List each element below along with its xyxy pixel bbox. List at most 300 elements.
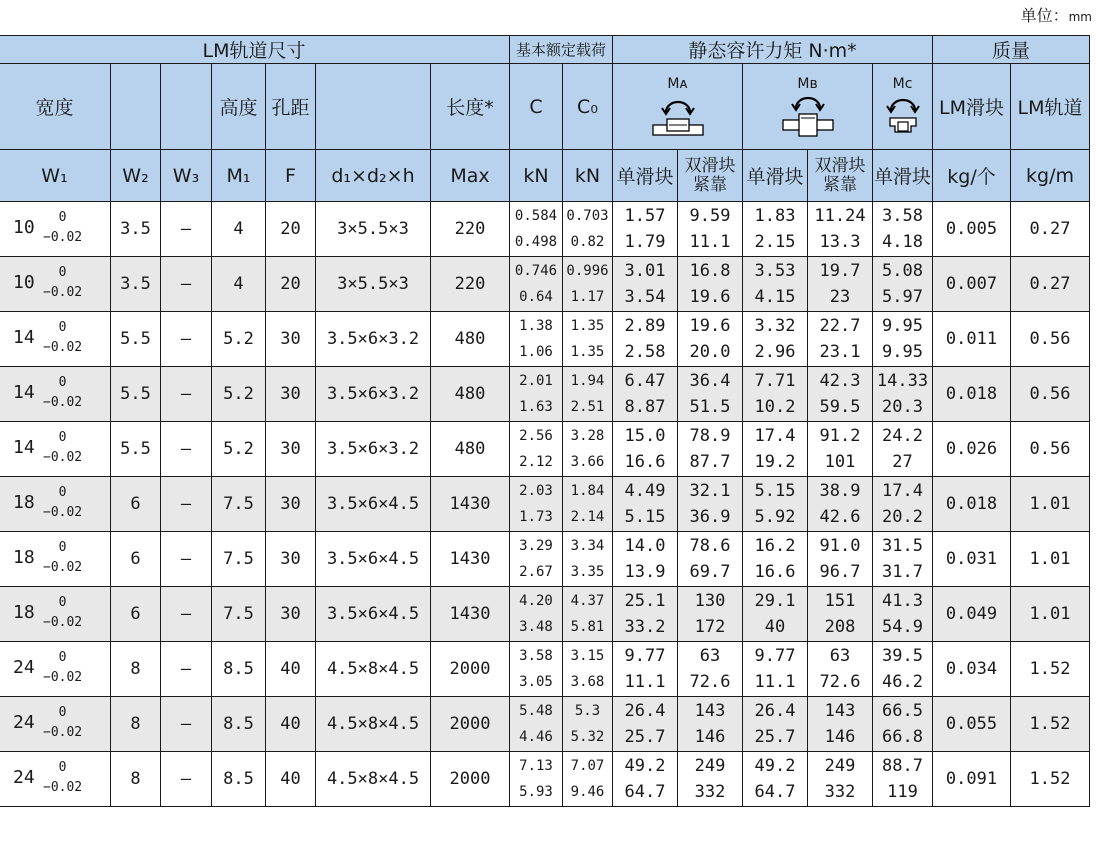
cell-c [510, 477, 563, 532]
mc-label: Mᴄ [892, 75, 913, 92]
value-ma-double-alt: 36.9 [689, 507, 731, 527]
cell-mc [873, 532, 933, 587]
value-c-single: 4.20 [519, 593, 553, 609]
tolerance-lower: −0.02 [43, 340, 83, 355]
value-mc-alt: 20.3 [882, 397, 923, 417]
value-mc-alt: 20.2 [882, 507, 923, 527]
cell-m1: 7.5 [212, 477, 266, 532]
value-c0-single: 1.84 [570, 483, 605, 499]
cell-mb-single [743, 752, 808, 807]
cell-mc [873, 312, 933, 367]
cell-block: 0.018 [933, 477, 1011, 532]
header-w1: W₁ [0, 150, 111, 202]
cell-w3: — [161, 367, 212, 422]
cell-ma-single [613, 202, 678, 257]
cell-width [0, 202, 111, 257]
cell-mc [873, 642, 933, 697]
cell-mc [873, 257, 933, 312]
value-c-single: 1.38 [519, 318, 553, 334]
cell-dims: 3.5×6×4.5 [316, 587, 431, 642]
value-mb-single-single: 9.77 [754, 646, 796, 666]
value-mb-double-single: 19.7 [819, 261, 861, 281]
cell-m1: 5.2 [212, 422, 266, 477]
cell-w2: 6 [111, 532, 161, 587]
value-ma-double-single: 9.59 [689, 206, 731, 226]
cell-w2: 5.5 [111, 422, 161, 477]
tolerance-lower: −0.02 [43, 395, 83, 410]
cell-w2: 8 [111, 697, 161, 752]
value-c-alt: 1.63 [519, 399, 553, 415]
value-mc-alt: 27 [892, 452, 913, 472]
header-lm-rail: LM轨道 [1011, 64, 1090, 150]
width-value: 24 [13, 712, 35, 733]
value-mb-single-single: 1.83 [754, 206, 796, 226]
cell-mb-double [808, 752, 873, 807]
header-ma-double: 双滑块紧靠 [678, 150, 743, 202]
value-ma-double-alt: 11.1 [689, 232, 731, 252]
rolling-moment-icon [881, 92, 925, 138]
value-mc-single: 24.2 [882, 426, 923, 446]
value-c0-alt: 3.66 [570, 454, 605, 470]
cell-block: 0.055 [933, 697, 1011, 752]
value-mc-alt: 119 [887, 782, 918, 802]
value-mb-single-alt: 2.15 [754, 232, 796, 252]
table-row [0, 367, 1090, 422]
value-ma-single-single: 1.57 [624, 206, 666, 226]
value-c0-alt: 2.51 [570, 399, 605, 415]
tolerance-lower: −0.02 [43, 670, 83, 685]
value-c-single: 2.03 [519, 483, 553, 499]
cell-dims: 3.5×6×3.2 [316, 367, 431, 422]
width-value: 14 [13, 327, 35, 348]
header-kn-c0: kN [563, 150, 613, 202]
value-ma-single-alt: 5.15 [624, 507, 666, 527]
cell-c0 [563, 312, 613, 367]
spec-table [0, 35, 1090, 807]
value-mc-single: 17.4 [882, 481, 923, 501]
value-c0-single: 3.34 [570, 538, 605, 554]
unit-prefix: 单位： [1020, 6, 1069, 25]
value-mb-double-alt: 13.3 [819, 232, 861, 252]
header-w3: W₃ [161, 150, 212, 202]
cell-w3: — [161, 532, 212, 587]
value-mb-single-single: 29.1 [754, 591, 796, 611]
cell-f: 40 [266, 697, 316, 752]
table-row [0, 477, 1090, 532]
value-ma-single-alt: 11.1 [624, 672, 666, 692]
cell-block: 0.026 [933, 422, 1011, 477]
table-row [0, 587, 1090, 642]
cell-ma-single [613, 312, 678, 367]
pitching-moment-icon [643, 92, 713, 138]
header-length: 长度* [431, 64, 510, 150]
cell-block: 0.031 [933, 532, 1011, 587]
cell-mb-single [743, 202, 808, 257]
cell-width [0, 697, 111, 752]
cell-mc [873, 422, 933, 477]
value-ma-single-single: 9.77 [624, 646, 666, 666]
cell-ma-single [613, 422, 678, 477]
header-m1: M₁ [212, 150, 266, 202]
value-mb-single-single: 17.4 [754, 426, 796, 446]
value-mb-double-alt: 72.6 [819, 672, 861, 692]
value-ma-single-alt: 2.58 [624, 342, 666, 362]
value-c-single: 5.48 [519, 703, 553, 719]
width-tolerance [43, 208, 82, 248]
cell-width [0, 532, 111, 587]
tolerance-lower: −0.02 [43, 725, 83, 740]
value-c-alt: 4.46 [519, 729, 553, 745]
value-ma-double-single: 143 [694, 701, 726, 721]
cell-w3: — [161, 202, 212, 257]
unit-label [1021, 3, 1092, 26]
value-ma-double-alt: 69.7 [689, 562, 731, 582]
cell-ma-double [678, 422, 743, 477]
cell-mb-double [808, 477, 873, 532]
header-mass: 质量 [933, 36, 1090, 64]
value-mc-single: 88.7 [882, 756, 923, 776]
cell-c0 [563, 422, 613, 477]
value-mc-alt: 54.9 [882, 617, 923, 637]
cell-width [0, 642, 111, 697]
value-mb-double-single: 63 [829, 646, 851, 666]
cell-max: 220 [431, 257, 510, 312]
value-ma-single-single: 25.1 [624, 591, 666, 611]
value-mc-single: 31.5 [882, 536, 923, 556]
cell-ma-double [678, 367, 743, 422]
header-basic-load: 基本额定载荷 [510, 36, 613, 64]
value-mb-single-alt: 2.96 [754, 342, 796, 362]
value-c-alt: 3.05 [519, 674, 553, 690]
value-ma-double-single: 249 [694, 756, 726, 776]
cell-mc [873, 587, 933, 642]
cell-c [510, 367, 563, 422]
value-ma-double-alt: 72.6 [689, 672, 731, 692]
cell-w3: — [161, 422, 212, 477]
value-c-single: 7.13 [519, 758, 553, 774]
cell-mb-double [808, 367, 873, 422]
value-mb-single-alt: 10.2 [754, 397, 796, 417]
cell-ma-single [613, 752, 678, 807]
value-c0-single: 3.15 [570, 648, 605, 664]
value-mb-double-alt: 101 [824, 452, 856, 472]
value-ma-single-alt: 25.7 [624, 727, 666, 747]
value-ma-double-alt: 332 [694, 782, 726, 802]
cell-block: 0.018 [933, 367, 1011, 422]
width-value: 10 [13, 272, 35, 293]
value-ma-double-single: 16.8 [689, 261, 731, 281]
value-c0-alt: 1.17 [570, 289, 605, 305]
value-mb-single-single: 49.2 [754, 756, 796, 776]
cell-f: 30 [266, 532, 316, 587]
value-mb-single-single: 3.32 [754, 316, 796, 336]
header-width: 宽度 [0, 64, 111, 150]
value-ma-single-single: 26.4 [624, 701, 666, 721]
header-rail-dims: LM轨道尺寸 [0, 36, 510, 64]
value-c0-single: 1.35 [570, 318, 605, 334]
value-ma-single-alt: 13.9 [624, 562, 666, 582]
cell-mb-double [808, 257, 873, 312]
value-mc-alt: 31.7 [882, 562, 923, 582]
width-tolerance [43, 593, 82, 633]
cell-mb-single [743, 367, 808, 422]
value-mb-single-alt: 16.6 [754, 562, 796, 582]
cell-ma-single [613, 477, 678, 532]
width-value: 24 [13, 657, 35, 678]
value-ma-single-single: 15.0 [624, 426, 666, 446]
cell-rail: 0.56 [1011, 422, 1090, 477]
cell-dims: 4.5×8×4.5 [316, 697, 431, 752]
cell-rail: 1.01 [1011, 587, 1090, 642]
value-c-alt: 0.498 [514, 234, 558, 250]
cell-ma-single [613, 257, 678, 312]
cell-max: 480 [431, 312, 510, 367]
value-mc-alt: 4.18 [882, 232, 923, 252]
cell-dims: 3.5×6×3.2 [316, 312, 431, 367]
value-mb-single-single: 5.15 [754, 481, 796, 501]
tolerance-lower: −0.02 [43, 560, 83, 575]
header-c: C [510, 64, 563, 150]
cell-c0 [563, 477, 613, 532]
value-mb-single-alt: 5.92 [754, 507, 796, 527]
cell-block: 0.091 [933, 752, 1011, 807]
header-mc-single: 单滑块 [873, 150, 933, 202]
value-mb-single-single: 16.2 [754, 536, 796, 556]
value-c-single: 0.584 [514, 208, 558, 224]
tolerance-lower: −0.02 [43, 615, 83, 630]
header-max: Max [431, 150, 510, 202]
table-row [0, 752, 1090, 807]
value-ma-double-alt: 87.7 [689, 452, 731, 472]
cell-c [510, 422, 563, 477]
value-ma-single-single: 4.49 [624, 481, 666, 501]
tolerance-upper: 0 [58, 210, 67, 225]
width-tolerance [43, 538, 82, 578]
tolerance-upper: 0 [58, 375, 67, 390]
cell-max: 2000 [431, 642, 510, 697]
tolerance-lower: −0.02 [43, 230, 83, 245]
width-tolerance [43, 648, 82, 688]
cell-dims: 3.5×6×3.2 [316, 422, 431, 477]
cell-dims: 3.5×6×4.5 [316, 532, 431, 587]
value-ma-double-alt: 172 [694, 617, 726, 637]
tolerance-upper: 0 [58, 650, 67, 665]
cell-ma-single [613, 587, 678, 642]
value-ma-single-single: 49.2 [624, 756, 666, 776]
header-f: F [266, 150, 316, 202]
value-mb-single-single: 26.4 [754, 701, 796, 721]
header-mc [873, 64, 933, 150]
value-c-single: 0.746 [514, 263, 558, 279]
cell-max: 1430 [431, 532, 510, 587]
cell-rail: 1.01 [1011, 477, 1090, 532]
cell-f: 30 [266, 422, 316, 477]
value-ma-single-alt: 16.6 [624, 452, 666, 472]
value-c0-alt: 9.46 [570, 784, 605, 800]
cell-rail: 0.56 [1011, 312, 1090, 367]
value-c0-alt: 2.14 [570, 509, 605, 525]
tolerance-upper: 0 [58, 705, 67, 720]
value-ma-double-alt: 20.0 [689, 342, 731, 362]
cell-max: 480 [431, 367, 510, 422]
cell-w2: 5.5 [111, 312, 161, 367]
cell-mb-double [808, 587, 873, 642]
cell-ma-single [613, 642, 678, 697]
cell-rail: 1.52 [1011, 752, 1090, 807]
value-mb-double-single: 143 [824, 701, 856, 721]
cell-f: 20 [266, 202, 316, 257]
header-kn-c: kN [510, 150, 563, 202]
cell-mb-single [743, 257, 808, 312]
width-tolerance [43, 758, 82, 798]
cell-max: 480 [431, 422, 510, 477]
cell-c0 [563, 202, 613, 257]
header-mb [743, 64, 873, 150]
cell-dims: 3×5.5×3 [316, 202, 431, 257]
value-mb-double-alt: 96.7 [819, 562, 861, 582]
cell-f: 30 [266, 477, 316, 532]
cell-dims: 4.5×8×4.5 [316, 752, 431, 807]
cell-mc [873, 202, 933, 257]
cell-dims: 4.5×8×4.5 [316, 642, 431, 697]
cell-m1: 7.5 [212, 532, 266, 587]
value-c0-single: 3.28 [570, 428, 605, 444]
cell-width [0, 422, 111, 477]
value-mc-single: 3.58 [882, 206, 923, 226]
cell-ma-double [678, 202, 743, 257]
value-ma-double-alt: 146 [694, 727, 726, 747]
table-row [0, 202, 1090, 257]
value-mb-single-alt: 64.7 [754, 782, 796, 802]
table-row [0, 422, 1090, 477]
value-mb-double-single: 11.24 [814, 206, 866, 226]
value-c-alt: 1.73 [519, 509, 553, 525]
cell-width [0, 477, 111, 532]
header-ma-single: 单滑块 [613, 150, 678, 202]
cell-c [510, 697, 563, 752]
cell-ma-double [678, 312, 743, 367]
value-mb-double-alt: 208 [824, 617, 856, 637]
width-tolerance [43, 483, 82, 523]
value-mb-double-single: 22.7 [819, 316, 861, 336]
cell-ma-double [678, 752, 743, 807]
value-c0-single: 4.37 [570, 593, 605, 609]
value-mb-single-single: 7.71 [754, 371, 796, 391]
value-ma-double-single: 36.4 [689, 371, 731, 391]
value-ma-double-alt: 19.6 [689, 287, 731, 307]
value-ma-double-alt: 51.5 [689, 397, 731, 417]
value-c0-alt: 0.82 [570, 234, 605, 250]
width-tolerance [43, 373, 82, 413]
cell-c [510, 532, 563, 587]
value-c-alt: 2.67 [519, 564, 553, 580]
cell-w3: — [161, 642, 212, 697]
value-c0-alt: 5.81 [570, 619, 605, 635]
value-mc-single: 66.5 [882, 701, 923, 721]
cell-c [510, 642, 563, 697]
cell-w3: — [161, 477, 212, 532]
cell-block: 0.034 [933, 642, 1011, 697]
value-mc-alt: 9.95 [882, 342, 923, 362]
cell-ma-double [678, 697, 743, 752]
cell-w2: 5.5 [111, 367, 161, 422]
value-mb-double-single: 42.3 [819, 371, 861, 391]
tolerance-upper: 0 [58, 595, 67, 610]
width-tolerance [43, 428, 82, 468]
value-ma-single-alt: 3.54 [624, 287, 666, 307]
value-c0-single: 7.07 [570, 758, 605, 774]
cell-rail: 1.52 [1011, 642, 1090, 697]
width-value: 18 [13, 602, 35, 623]
value-mb-double-single: 91.2 [819, 426, 861, 446]
value-ma-single-single: 3.01 [624, 261, 666, 281]
cell-m1: 8.5 [212, 752, 266, 807]
cell-max: 220 [431, 202, 510, 257]
value-c-single: 2.56 [519, 428, 553, 444]
value-c-single: 3.58 [519, 648, 553, 664]
cell-mb-single [743, 532, 808, 587]
header-kg-m: kg/m [1011, 150, 1090, 202]
table-row [0, 532, 1090, 587]
header-mb-double: 双滑块紧靠 [808, 150, 873, 202]
cell-c [510, 202, 563, 257]
cell-w2: 6 [111, 477, 161, 532]
value-ma-single-single: 6.47 [624, 371, 666, 391]
cell-width [0, 752, 111, 807]
cell-width [0, 587, 111, 642]
value-mc-single: 39.5 [882, 646, 923, 666]
cell-w3: — [161, 257, 212, 312]
header-blank-w3 [161, 64, 212, 150]
width-value: 18 [13, 492, 35, 513]
value-ma-single-alt: 8.87 [624, 397, 666, 417]
cell-m1: 8.5 [212, 642, 266, 697]
cell-ma-double [678, 532, 743, 587]
cell-max: 1430 [431, 477, 510, 532]
cell-width [0, 257, 111, 312]
value-mb-double-single: 38.9 [819, 481, 861, 501]
header-ma [613, 64, 743, 150]
width-value: 14 [13, 437, 35, 458]
tolerance-upper: 0 [58, 760, 67, 775]
cell-mb-single [743, 587, 808, 642]
value-c0-single: 1.94 [570, 373, 605, 389]
value-mb-double-single: 151 [824, 591, 856, 611]
tolerance-upper: 0 [58, 320, 67, 335]
value-c-single: 2.01 [519, 373, 553, 389]
cell-f: 20 [266, 257, 316, 312]
value-mb-double-alt: 23.1 [819, 342, 861, 362]
value-mb-single-alt: 25.7 [754, 727, 796, 747]
value-ma-single-alt: 1.79 [624, 232, 666, 252]
cell-ma-single [613, 367, 678, 422]
cell-m1: 5.2 [212, 367, 266, 422]
cell-c0 [563, 367, 613, 422]
cell-c0 [563, 697, 613, 752]
header-blank-w2 [111, 64, 161, 150]
value-c0-single: 0.703 [566, 208, 609, 224]
cell-dims: 3×5.5×3 [316, 257, 431, 312]
header-c0: C₀ [563, 64, 613, 150]
cell-width [0, 367, 111, 422]
value-c0-alt: 3.68 [570, 674, 605, 690]
cell-f: 30 [266, 312, 316, 367]
cell-mb-single [743, 642, 808, 697]
width-value: 24 [13, 767, 35, 788]
header-pitch: 孔距 [266, 64, 316, 150]
cell-mc [873, 367, 933, 422]
mb-label: Mʙ [797, 75, 818, 92]
